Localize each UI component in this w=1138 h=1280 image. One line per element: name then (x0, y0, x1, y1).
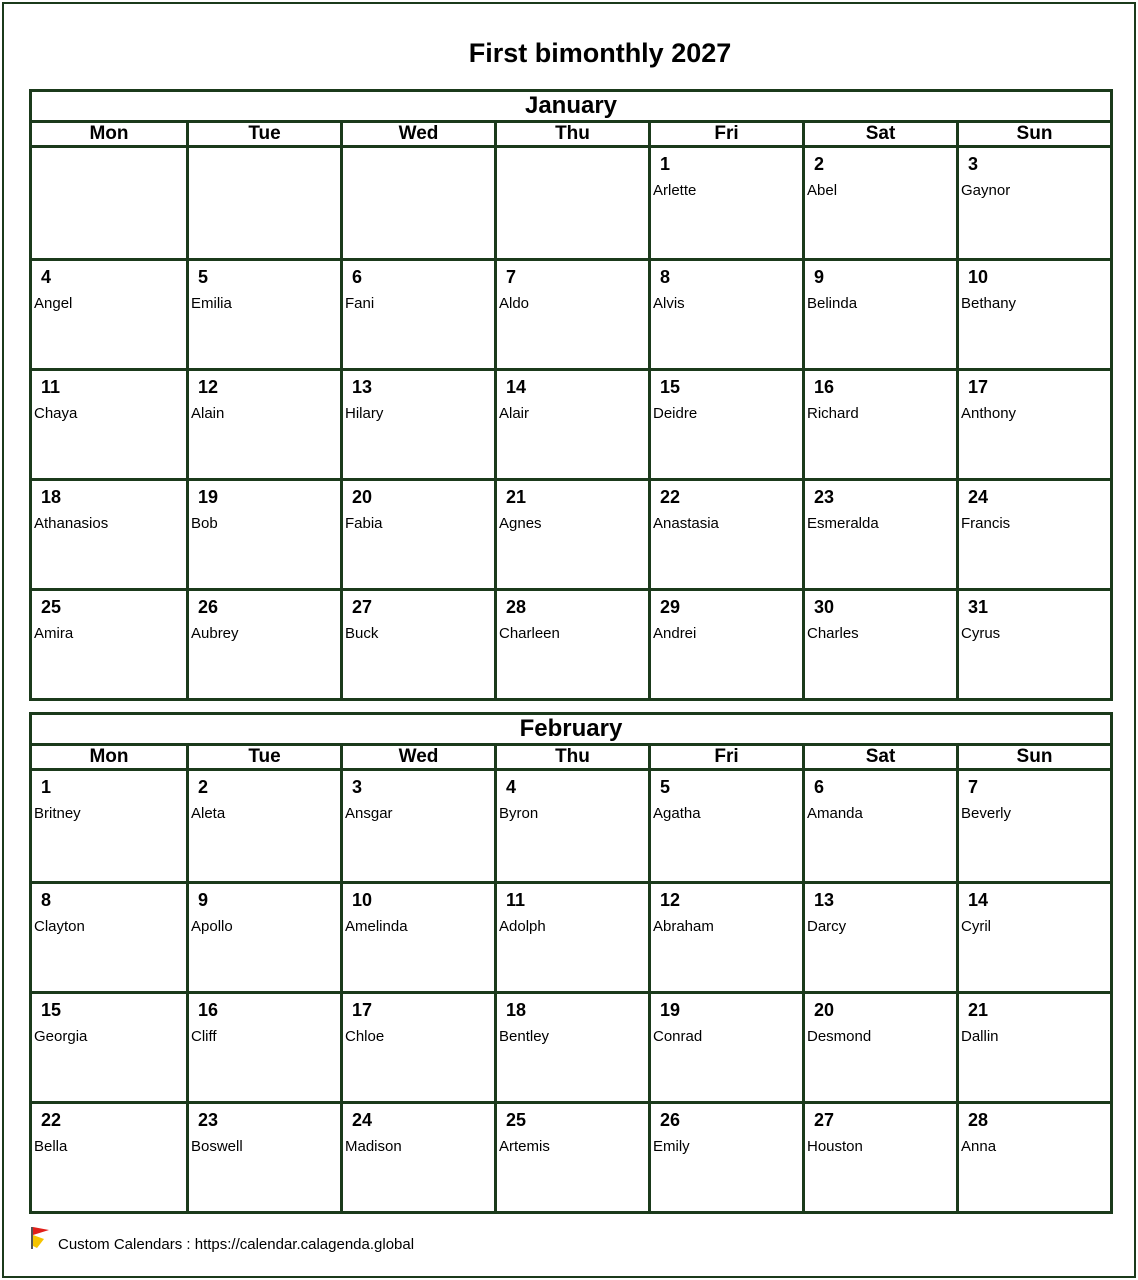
weekday-label: Thu (494, 123, 648, 145)
day-cell (186, 1101, 340, 1211)
day-cell (494, 771, 648, 881)
day-cell (32, 368, 186, 478)
name-day-label: Francis (961, 515, 1011, 532)
name-day-label: Darcy (807, 918, 847, 935)
month-february (29, 712, 1113, 1214)
name-day-label: Belinda (807, 295, 858, 312)
day-number: 8 (660, 267, 671, 287)
empty-day-cell (340, 148, 494, 258)
name-day-label: Emilia (191, 295, 232, 312)
day-cell (32, 1101, 186, 1211)
day-cell (802, 478, 956, 588)
name-day-label: Beverly (961, 805, 1012, 822)
day-number: 16 (814, 377, 835, 397)
day-number: 15 (660, 377, 681, 397)
day-number: 4 (506, 777, 517, 797)
day-cell (340, 258, 494, 368)
day-number: 25 (506, 1110, 527, 1130)
day-number: 22 (41, 1110, 62, 1130)
weekday-label: Fri (648, 746, 802, 768)
day-cell (494, 991, 648, 1101)
name-day-label: Ansgar (345, 805, 393, 822)
name-day-label: Esmeralda (807, 515, 879, 532)
day-number: 24 (968, 487, 989, 507)
name-day-label: Charleen (499, 625, 560, 642)
day-number: 17 (352, 1000, 373, 1020)
name-day-label: Georgia (34, 1028, 88, 1045)
name-day-label: Bethany (961, 295, 1017, 312)
day-number: 14 (506, 377, 527, 397)
day-number: 23 (814, 487, 835, 507)
weekday-label: Sun (956, 123, 1110, 145)
weekday-label: Wed (340, 746, 494, 768)
day-number: 11 (506, 890, 526, 910)
footer-link[interactable]: Custom Calendars : https://calendar.calagenda.global (58, 1236, 415, 1253)
name-day-label: Alvis (653, 295, 685, 312)
name-day-label: Aleta (191, 805, 226, 822)
day-number: 3 (968, 154, 979, 174)
name-day-label: Artemis (499, 1138, 550, 1155)
day-cell (956, 1101, 1110, 1211)
day-cell (802, 991, 956, 1101)
day-cell (802, 881, 956, 991)
name-day-label: Alain (191, 405, 225, 422)
day-cell (494, 478, 648, 588)
day-cell (340, 478, 494, 588)
day-number: 11 (41, 377, 61, 397)
day-cell (802, 368, 956, 478)
day-number: 18 (41, 487, 62, 507)
weekday-label: Mon (89, 123, 129, 144)
name-day-label: Agatha (653, 805, 701, 822)
name-day-label: Bella (34, 1138, 68, 1155)
day-cell (494, 258, 648, 368)
day-cell (956, 368, 1110, 478)
day-cell (956, 881, 1110, 991)
weekday-label: Fri (648, 123, 802, 145)
name-day-label: Hilary (345, 405, 384, 422)
day-number: 2 (814, 154, 825, 174)
day-number: 1 (41, 777, 52, 797)
day-cell (802, 588, 956, 698)
month-name: February (32, 715, 1110, 746)
weekday-label: Sat (802, 123, 956, 145)
day-cell (648, 881, 802, 991)
name-day-label: Cyril (961, 918, 991, 935)
day-number: 12 (660, 890, 681, 910)
weekday-label: Tue (186, 746, 340, 768)
day-number: 17 (968, 377, 989, 397)
day-cell (494, 588, 648, 698)
day-cell (956, 258, 1110, 368)
name-day-label: Anastasia (653, 515, 719, 532)
day-number: 22 (660, 487, 681, 507)
day-cell (32, 588, 186, 698)
name-day-label: Britney (34, 805, 81, 822)
day-grid (32, 148, 1110, 698)
day-number: 19 (660, 1000, 681, 1020)
name-day-label: Alair (499, 405, 530, 422)
name-day-label: Cliff (191, 1028, 217, 1045)
weekday-label: Tue (186, 123, 340, 145)
day-number: 20 (352, 487, 373, 507)
name-day-label: Anthony (961, 405, 1017, 422)
name-day-label: Abraham (653, 918, 714, 935)
weekday-label: Thu (494, 746, 648, 768)
day-cell (802, 148, 956, 258)
day-cell (340, 771, 494, 881)
day-cell (956, 991, 1110, 1101)
day-cell (186, 588, 340, 698)
day-cell (648, 991, 802, 1101)
empty-day-cell (32, 148, 186, 258)
name-day-label: Clayton (34, 918, 85, 935)
day-cell (648, 1101, 802, 1211)
day-cell (32, 771, 186, 881)
day-cell (340, 1101, 494, 1211)
day-number: 13 (814, 890, 835, 910)
name-day-label: Byron (499, 805, 539, 822)
day-number: 27 (352, 597, 373, 617)
day-number: 27 (814, 1110, 835, 1130)
day-cell (648, 588, 802, 698)
name-day-label: Deidre (653, 405, 698, 422)
day-cell (186, 368, 340, 478)
day-number: 16 (198, 1000, 219, 1020)
name-day-label: Emily (653, 1138, 690, 1155)
weekday-label: Sun (956, 746, 1110, 768)
day-number: 14 (968, 890, 989, 910)
name-day-label: Chloe (345, 1028, 385, 1045)
name-day-label: Buck (345, 625, 379, 642)
day-number: 30 (814, 597, 835, 617)
day-number: 26 (660, 1110, 681, 1130)
day-cell (956, 588, 1110, 698)
day-cell (340, 881, 494, 991)
day-number: 7 (968, 777, 979, 797)
name-day-label: Andrei (653, 625, 697, 642)
day-number: 28 (968, 1110, 989, 1130)
weekday-label: Mon (89, 746, 129, 767)
day-number: 24 (352, 1110, 373, 1130)
day-cell (494, 881, 648, 991)
calendar-flag-icon (30, 1226, 50, 1250)
name-day-label: Cyrus (961, 625, 1001, 642)
day-cell (648, 771, 802, 881)
day-number: 13 (352, 377, 373, 397)
day-cell (340, 991, 494, 1101)
day-cell (956, 478, 1110, 588)
day-cell (648, 258, 802, 368)
day-number: 10 (968, 267, 989, 287)
day-cell (648, 148, 802, 258)
name-day-label: Abel (807, 182, 838, 199)
day-cell (340, 588, 494, 698)
day-number: 5 (198, 267, 209, 287)
day-cell (494, 368, 648, 478)
day-cell (186, 991, 340, 1101)
name-day-label: Amira (34, 625, 74, 642)
day-number: 4 (41, 267, 52, 287)
day-number: 5 (660, 777, 671, 797)
name-day-label: Desmond (807, 1028, 872, 1045)
day-cell (802, 1101, 956, 1211)
day-cell (956, 771, 1110, 881)
month-name: January (32, 92, 1110, 123)
day-number: 21 (968, 1000, 989, 1020)
name-day-label: Athanasios (34, 515, 109, 532)
day-cell (32, 258, 186, 368)
day-cell (32, 478, 186, 588)
name-day-label: Madison (345, 1138, 402, 1155)
day-number: 21 (506, 487, 527, 507)
name-day-label: Fabia (345, 515, 383, 532)
day-number: 6 (352, 267, 363, 287)
name-day-label: Bob (191, 515, 218, 532)
name-day-label: Angel (34, 295, 73, 312)
day-cell (494, 1101, 648, 1211)
day-number: 2 (198, 777, 209, 797)
day-number: 28 (506, 597, 527, 617)
day-number: 18 (506, 1000, 527, 1020)
name-day-label: Amelinda (345, 918, 408, 935)
name-day-label: Conrad (653, 1028, 703, 1045)
day-number: 9 (814, 267, 825, 287)
day-number: 15 (41, 1000, 62, 1020)
empty-day-cell (186, 148, 340, 258)
page-title: First bimonthly 2027 (468, 38, 732, 68)
day-cell (648, 478, 802, 588)
name-day-label: Aubrey (191, 625, 239, 642)
day-number: 6 (814, 777, 825, 797)
day-number: 31 (968, 597, 989, 617)
day-cell (186, 478, 340, 588)
day-number: 19 (198, 487, 219, 507)
month-january (29, 89, 1113, 701)
name-day-label: Houston (807, 1138, 863, 1155)
day-number: 10 (352, 890, 373, 910)
day-number: 8 (41, 890, 52, 910)
day-number: 23 (198, 1110, 219, 1130)
day-number: 1 (660, 154, 671, 174)
day-cell (32, 881, 186, 991)
day-number: 25 (41, 597, 62, 617)
name-day-label: Anna (961, 1138, 997, 1155)
day-cell (340, 368, 494, 478)
day-cell (186, 881, 340, 991)
name-day-label: Adolph (499, 918, 546, 935)
empty-day-cell (494, 148, 648, 258)
weekday-header (32, 746, 1110, 771)
name-day-label: Dallin (961, 1028, 999, 1045)
name-day-label: Chaya (34, 405, 78, 422)
day-number: 20 (814, 1000, 835, 1020)
day-number: 9 (198, 890, 209, 910)
day-cell (32, 991, 186, 1101)
day-number: 7 (506, 267, 517, 287)
day-cell (186, 258, 340, 368)
name-day-label: Boswell (191, 1138, 243, 1155)
weekday-label: Wed (340, 123, 494, 145)
name-day-label: Apollo (191, 918, 233, 935)
name-day-label: Arlette (653, 182, 697, 199)
day-cell (802, 258, 956, 368)
day-number: 12 (198, 377, 219, 397)
day-number: 26 (198, 597, 219, 617)
weekday-header (32, 123, 1110, 148)
name-day-label: Gaynor (961, 182, 1011, 199)
name-day-label: Agnes (499, 515, 542, 532)
name-day-label: Richard (807, 405, 859, 422)
day-cell (956, 148, 1110, 258)
name-day-label: Charles (807, 625, 859, 642)
day-cell (186, 771, 340, 881)
day-number: 3 (352, 777, 363, 797)
day-number: 29 (660, 597, 681, 617)
name-day-label: Bentley (499, 1028, 550, 1045)
name-day-label: Amanda (807, 805, 863, 822)
day-cell (802, 771, 956, 881)
day-grid (32, 771, 1110, 1211)
name-day-label: Aldo (499, 295, 530, 312)
weekday-label: Sat (802, 746, 956, 768)
day-cell (648, 368, 802, 478)
name-day-label: Fani (345, 295, 375, 312)
